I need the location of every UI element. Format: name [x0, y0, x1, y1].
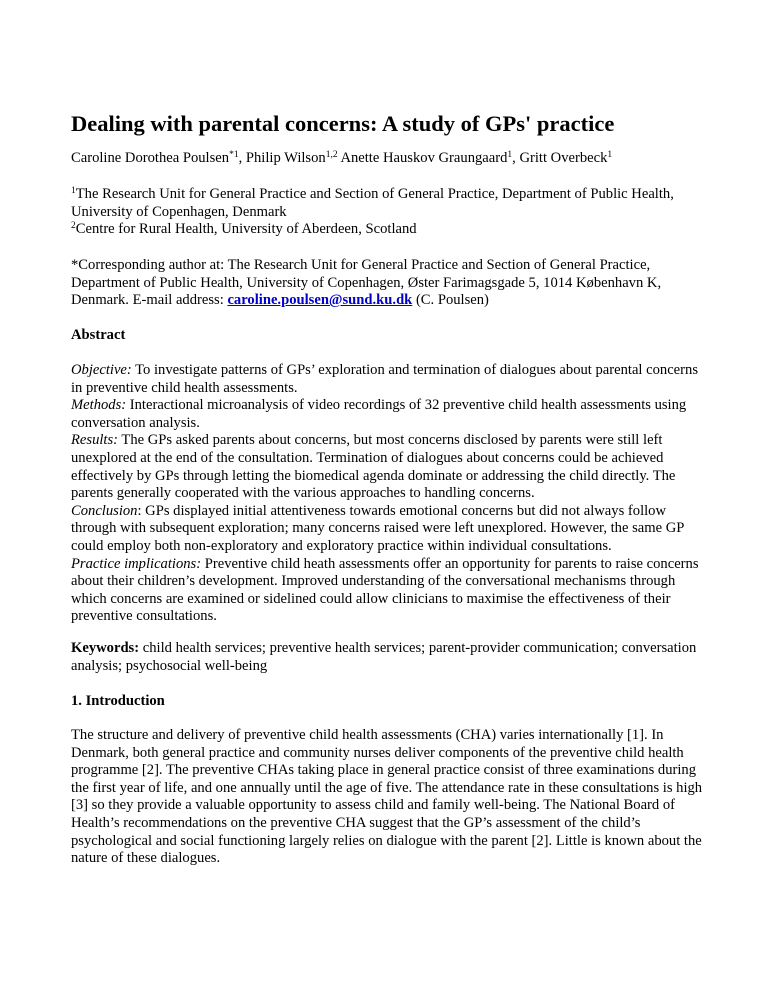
author-name: Caroline Dorothea Poulsen — [71, 150, 230, 166]
author-list — [71, 150, 771, 168]
keywords-text: child health services; preventive health services; parent-provider communication; conversation analysis; psychosocial well-being — [71, 640, 697, 674]
section-label: Methods: — [71, 397, 127, 414]
keywords — [71, 640, 711, 675]
paper-title: Dealing with parental concerns: A study of GPs' practice — [71, 111, 615, 136]
section-label: Conclusion — [71, 502, 138, 519]
affiliation-mark: 1 — [71, 186, 76, 196]
author-mark: *1 — [229, 150, 239, 160]
section-text: To investigate patterns of GPs’ exploration and termination of dialogues about parental concerns in preventive child health assessments. — [71, 362, 699, 396]
abstract-body — [71, 362, 711, 626]
section-text: : GPs displayed initial attentiveness towards emotional concerns but did not always follow through with subsequent exploration; many concerns raised were left unexplored. However, the same GP could employ both non-exploratory and exploratory practice within individual consultations. — [71, 502, 684, 554]
introduction-paragraph: The structure and delivery of preventive child health assessments (CHA) varies internationally [1]. In Denmark, both general practice and community nurses deliver components of the preventive child health programme [2]. The preventive CHAs taking place in general practice consist of three examinations during the first year of life, and one annually until the age of five. The attendance rate in these consultations is high [3] so they provide a valuable opportunity to assess child and family well-being. The National Board of Health’s recommendations on the preventive CHA suggest that the GP’s assessment of the child’s psychological and social functioning largely relies on dialogue with the parent [2]. Little is known about the nature of these dialogues. — [71, 727, 703, 867]
affiliation-mark: 2 — [71, 221, 76, 232]
email-link[interactable]: caroline.poulsen@sund.ku.dk — [227, 292, 413, 309]
introduction-heading: 1. Introduction — [71, 693, 165, 709]
corresponding-text: *Corresponding author at: The Research Unit for General Practice and Section of General Practice, Department of Public Health, University of Copenhagen, Øster Farimagsgade 5, 1014 København K, Denmark. E-mail address: — [71, 257, 662, 309]
author-name: Anette Hauskov Graungaard — [340, 150, 508, 166]
author-name: Gritt Overbeck — [519, 150, 608, 166]
affiliation-list — [71, 186, 711, 239]
affiliation-item — [71, 186, 711, 221]
corresponding-author — [71, 257, 711, 310]
abstract-practice-implications — [71, 556, 711, 626]
section-text: Preventive child heath assessments offer an opportunity for parents to raise concerns about their children’s development. Improved understanding of the conversational mechanisms through which concerns are examined or sidelined could allow clinicians to maximise the effectiveness of their preventive consultations. — [71, 555, 699, 625]
section-label: Objective: — [71, 362, 132, 378]
abstract-conclusion — [71, 503, 711, 556]
author-separator: , — [512, 150, 520, 166]
abstract-heading: Abstract — [71, 327, 126, 343]
abstract-results — [71, 432, 711, 502]
corresponding-suffix: (C. Poulsen) — [412, 292, 489, 309]
section-text: The GPs asked parents about concerns, but most concerns disclosed by parents were still left unexplored at the end of the consultation. Termination of dialogues about concerns could be achieved effectively by GPs through letting the biomedical agenda dominate or addressing the child directly. The parents generally cooperated with the various approaches to handling concerns. — [71, 432, 676, 502]
section-label: Results: — [71, 432, 119, 449]
section-text: Interactional microanalysis of video recordings of 32 preventive child health assessments using conversation analysis. — [71, 397, 687, 431]
affiliation-text: Centre for Rural Health, University of Aberdeen, Scotland — [75, 221, 417, 238]
author-separator: , — [238, 150, 246, 166]
author-mark: 1 — [507, 150, 513, 160]
author-mark: 1,2 — [325, 150, 338, 160]
keywords-label: Keywords: — [71, 640, 140, 656]
author-mark: 1 — [607, 150, 613, 160]
section-label: Practice implications: — [71, 555, 202, 572]
abstract-methods — [71, 397, 711, 432]
affiliation-item — [71, 221, 711, 239]
abstract-objective — [71, 362, 711, 397]
affiliation-text: The Research Unit for General Practice and Section of General Practice, Department of Public Health, University of Copenhagen, Denmark — [71, 186, 674, 220]
author-name: Philip Wilson — [245, 150, 326, 166]
